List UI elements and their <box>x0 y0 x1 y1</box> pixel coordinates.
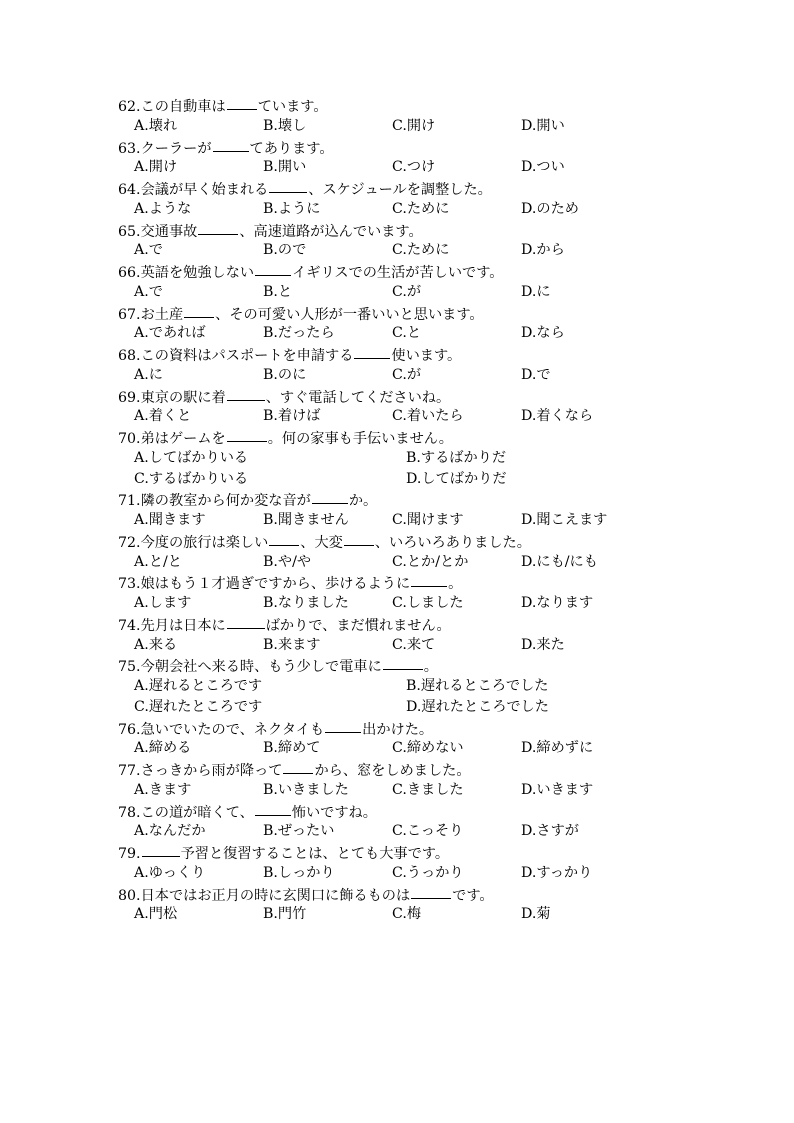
answer-blank <box>344 531 374 546</box>
option-b[interactable]: B.なりました <box>263 595 349 611</box>
question-78 <box>118 801 678 822</box>
option-a[interactable]: A.遅れるところです <box>134 678 263 694</box>
question-text: 、高速道路が込んでいます。 <box>239 223 423 240</box>
option-b[interactable]: B.と <box>263 283 293 300</box>
option-c[interactable]: C.が <box>392 366 422 383</box>
question-text: 70.弟はゲームを <box>118 431 226 447</box>
option-b[interactable]: B.いきました <box>263 781 349 798</box>
answer-blank <box>142 842 180 857</box>
question-text: 。何の家事も手伝いません。 <box>267 431 453 447</box>
question-text: 68.この資料はパスポートを申請する <box>118 348 354 364</box>
question-64 <box>118 178 678 199</box>
option-d[interactable]: D.なら <box>521 325 565 342</box>
question-62 <box>118 95 678 116</box>
options-row <box>118 199 678 220</box>
question-text: 65.交通事故 <box>118 223 198 240</box>
question-66 <box>118 261 678 282</box>
option-c[interactable]: C.遅れたところです <box>134 698 263 715</box>
option-b[interactable]: B.ように <box>263 200 321 217</box>
options-row <box>118 593 678 614</box>
options-row <box>118 821 678 842</box>
option-b[interactable]: B.ので <box>263 242 307 259</box>
question-text: 、スケジュールを調整した。 <box>308 182 492 198</box>
option-d[interactable]: D.で <box>521 366 551 383</box>
option-c[interactable]: C.こっそり <box>392 823 464 840</box>
options-row <box>118 282 678 303</box>
option-a[interactable]: A.きます <box>134 781 192 798</box>
option-b[interactable]: B.締めて <box>263 740 321 757</box>
answer-blank <box>269 178 307 193</box>
option-a[interactable]: A.門松 <box>134 906 178 923</box>
option-d[interactable]: D.から <box>521 242 565 259</box>
option-d[interactable]: D.来た <box>521 636 565 653</box>
question-76 <box>118 718 678 739</box>
option-d[interactable]: D.してばかりだ <box>406 470 507 487</box>
question-text: ています。 <box>257 99 328 115</box>
options-row <box>118 676 678 718</box>
options-row <box>118 780 678 801</box>
question-text: 66.英語を勉強しない <box>118 265 255 281</box>
question-77 <box>118 759 678 780</box>
question-text: 73.娘はもう１才過ぎですから、歩けるように <box>118 576 411 593</box>
option-d[interactable]: D.にも/にも <box>521 553 598 570</box>
option-c[interactable]: C.きました <box>392 781 464 798</box>
options-row <box>118 157 678 178</box>
option-b[interactable]: B.壊し <box>263 117 307 134</box>
option-d[interactable]: D.着くなら <box>521 408 594 425</box>
question-text: 75.今朝会社へ来る時、もう少しで電車に <box>118 659 382 676</box>
option-a[interactable]: A.します <box>134 595 192 611</box>
option-a[interactable]: A.に <box>134 366 163 383</box>
answer-blank <box>255 801 291 816</box>
question-text: 予習と復習することは、とても大事です。 <box>180 846 450 862</box>
option-a[interactable]: A.締める <box>134 740 192 757</box>
options-row <box>118 240 678 261</box>
answer-blank <box>411 572 447 587</box>
question-71 <box>118 489 678 510</box>
option-a[interactable]: A.なんだか <box>134 823 206 840</box>
options-row <box>118 365 678 386</box>
question-74 <box>118 614 678 635</box>
answer-blank <box>184 303 214 318</box>
option-b[interactable]: B.遅れるところでした <box>406 678 549 694</box>
answer-blank <box>283 759 313 774</box>
option-c[interactable]: C.とか/とか <box>392 553 469 570</box>
question-text: てあります。 <box>249 140 334 157</box>
options-row <box>118 552 678 573</box>
question-text: 79. <box>118 846 141 862</box>
option-b[interactable]: B.するばかりだ <box>406 449 507 466</box>
question-text: 。 <box>423 659 438 676</box>
option-a[interactable]: A.で <box>134 283 163 300</box>
option-b[interactable]: B.聞きません <box>263 512 349 528</box>
answer-blank <box>227 95 257 110</box>
answer-blank <box>325 718 361 733</box>
question-text: 64.会議が早く始まれる <box>118 182 269 198</box>
option-a[interactable]: A.ような <box>134 200 192 217</box>
question-text: 出かけた。 <box>362 721 434 738</box>
question-text: 71.隣の教室から何か変な音が <box>118 493 311 510</box>
option-c[interactable]: C.締めない <box>392 740 464 757</box>
option-c[interactable]: C.来て <box>392 636 436 653</box>
question-text: 使います。 <box>391 348 462 364</box>
option-d[interactable]: D.さすが <box>521 823 579 840</box>
question-text: ばかりで、まだ慣れません。 <box>265 617 451 634</box>
question-text: 69.東京の駅に着 <box>118 389 226 406</box>
option-b[interactable]: B.門竹 <box>263 906 307 923</box>
options-row <box>118 738 678 759</box>
question-text: 、すぐ電話してくださいね。 <box>265 389 451 406</box>
answer-blank <box>227 614 265 629</box>
options-row <box>118 323 678 344</box>
options-row <box>118 448 678 490</box>
answer-blank <box>198 220 238 235</box>
options-row <box>118 904 678 925</box>
option-d[interactable]: D.に <box>521 283 551 300</box>
option-b[interactable]: B.や/や <box>263 553 312 570</box>
option-c[interactable]: C.聞けます <box>392 512 464 528</box>
option-c[interactable]: C.着いたら <box>392 408 464 425</box>
answer-blank <box>383 655 423 670</box>
question-79 <box>118 842 678 863</box>
option-b[interactable]: B.しっかり <box>263 864 335 881</box>
question-67 <box>118 303 678 324</box>
option-a[interactable]: A.開け <box>134 159 178 176</box>
answer-blank <box>227 427 267 442</box>
answer-blank <box>411 884 451 899</box>
option-b[interactable]: B.だったら <box>263 325 335 342</box>
question-text: 、大変 <box>300 534 343 551</box>
option-c[interactable]: C.するばかりいる <box>134 470 249 487</box>
question-text: から、窓をしめました。 <box>314 763 471 779</box>
options-row <box>118 635 678 656</box>
option-d[interactable]: D.聞こえます <box>521 512 608 528</box>
option-b[interactable]: B.ぜったい <box>263 823 335 840</box>
option-a[interactable]: A.ゆっくり <box>134 864 206 881</box>
options-row <box>118 406 678 427</box>
option-c[interactable]: C.と <box>392 325 422 342</box>
question-text: イギリスでの生活が苦しいです。 <box>292 265 504 281</box>
option-d[interactable]: D.すっかり <box>521 864 593 881</box>
option-a[interactable]: A.と/と <box>134 553 182 570</box>
question-69 <box>118 386 678 407</box>
option-b[interactable]: B.来ます <box>263 636 321 653</box>
option-c[interactable]: C.つけ <box>392 159 436 176</box>
option-a[interactable]: A.聞きます <box>134 512 206 528</box>
option-d[interactable]: D.のため <box>521 200 579 217</box>
question-text: 63.クーラーが <box>118 140 212 157</box>
answer-blank <box>227 386 265 401</box>
question-65 <box>118 220 678 241</box>
option-a[interactable]: A.であれば <box>134 325 206 342</box>
question-text: 80.日本ではお正月の時に玄関口に飾るものは <box>118 887 411 904</box>
question-70 <box>118 427 678 448</box>
option-d[interactable]: D.菊 <box>521 906 551 923</box>
question-text: 74.先月は日本に <box>118 617 226 634</box>
question-63 <box>118 137 678 158</box>
question-72 <box>118 531 678 552</box>
question-68 <box>118 344 678 365</box>
question-text: 67.お土産 <box>118 306 184 323</box>
answer-blank <box>312 489 348 504</box>
option-d[interactable]: D.遅れたところでした <box>406 698 549 715</box>
question-text: 、いろいろありました。 <box>374 534 531 551</box>
question-text: 72.今度の旅行は楽しい <box>118 534 269 551</box>
option-b[interactable]: B.のに <box>263 366 307 383</box>
question-text: です。 <box>452 887 494 904</box>
option-b[interactable]: B.開い <box>263 159 307 176</box>
option-d[interactable]: D.つい <box>521 159 565 176</box>
option-d[interactable]: D.なります <box>521 595 594 611</box>
option-a[interactable]: A.壊れ <box>134 117 178 134</box>
options-row <box>118 116 678 137</box>
options-row <box>118 510 678 531</box>
question-text: 76.急いでいたので、ネクタイも <box>118 721 325 738</box>
answer-blank <box>269 531 299 546</box>
answer-blank <box>213 137 249 152</box>
question-text: か。 <box>348 493 378 510</box>
question-text: 。 <box>448 576 463 593</box>
question-text: 78.この道が暗くて、 <box>118 804 254 821</box>
exam-sheet <box>118 95 678 925</box>
answer-blank <box>255 261 291 276</box>
option-c[interactable]: C.しました <box>392 595 464 611</box>
question-75 <box>118 655 678 676</box>
question-text: 怖いですね。 <box>291 804 377 821</box>
option-a[interactable]: A.着くと <box>134 408 192 425</box>
option-a[interactable]: A.で <box>134 242 163 259</box>
option-b[interactable]: B.着けば <box>263 408 321 425</box>
option-c[interactable]: C.うっかり <box>392 864 464 881</box>
question-text: 77.さっきから雨が降って <box>118 763 283 779</box>
question-73 <box>118 572 678 593</box>
option-d[interactable]: D.いきます <box>521 781 594 798</box>
option-c[interactable]: C.開け <box>392 117 436 134</box>
question-text: 62.この自動車は <box>118 99 226 115</box>
question-text: 、その可愛い人形が一番いいと思います。 <box>215 306 484 323</box>
option-d[interactable]: D.締めずに <box>521 740 594 757</box>
option-c[interactable]: C.ために <box>392 242 450 259</box>
option-c[interactable]: C.ために <box>392 200 450 217</box>
answer-blank <box>354 344 390 359</box>
option-c[interactable]: C.が <box>392 283 422 300</box>
option-a[interactable]: A.来る <box>134 636 178 653</box>
options-row <box>118 863 678 884</box>
question-80 <box>118 884 678 905</box>
option-a[interactable]: A.してばかりいる <box>134 449 249 466</box>
option-d[interactable]: D.開い <box>521 117 565 134</box>
option-c[interactable]: C.梅 <box>392 906 422 923</box>
